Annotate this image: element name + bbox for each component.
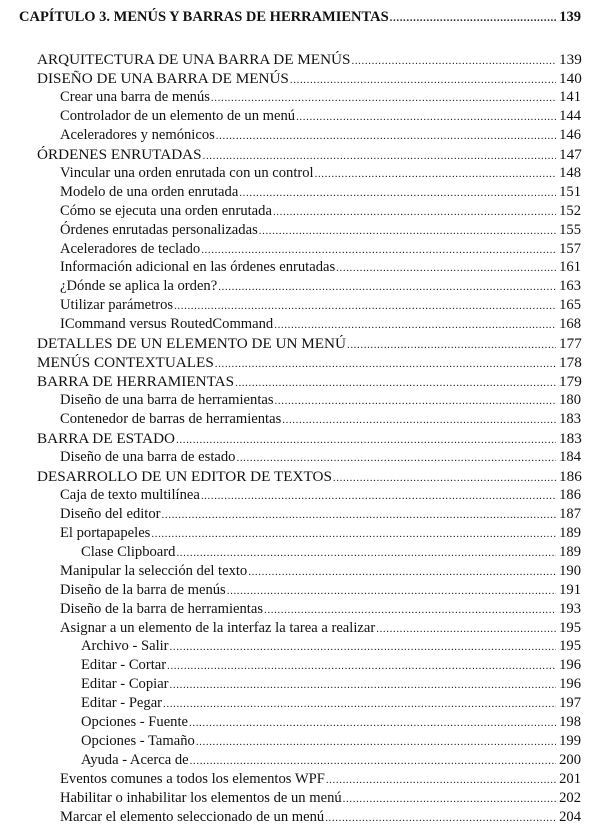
toc-entry-page-number: 184 xyxy=(559,448,581,465)
toc-entry-page-number: 168 xyxy=(559,316,581,333)
toc-entry xyxy=(60,563,581,582)
dot-leader xyxy=(216,130,556,142)
toc-entry-page-number: 148 xyxy=(559,164,581,181)
toc-entry-page-number: 140 xyxy=(559,70,582,87)
toc-entry-title: Diseño del editor xyxy=(60,505,161,522)
toc-entry xyxy=(60,525,581,544)
toc-entry xyxy=(60,601,581,620)
dot-leader xyxy=(236,452,556,464)
toc-entry-page-number: 161 xyxy=(559,259,581,276)
dot-leader xyxy=(170,641,556,653)
dot-leader xyxy=(239,187,556,199)
toc-entry xyxy=(60,582,581,601)
toc-entry xyxy=(81,544,581,563)
dot-leader xyxy=(201,490,556,502)
toc-entry-page-number: 204 xyxy=(559,809,581,825)
toc-entry-title: Aceleradores y nemónicos xyxy=(60,126,215,143)
chapter-title: CAPÍTULO 3. MENÚS Y BARRAS DE HERRAMIENTAS xyxy=(19,9,389,25)
toc-entry-page-number: 200 xyxy=(559,752,581,769)
dot-leader xyxy=(248,566,556,578)
toc-entry-page-number: 189 xyxy=(559,524,581,541)
toc-entry xyxy=(81,714,581,733)
dot-leader xyxy=(274,319,556,331)
toc-entry xyxy=(37,51,581,70)
toc-entry xyxy=(81,676,581,695)
toc-entry-title: MENÚS CONTEXTUALES xyxy=(37,354,214,372)
toc-entry-title: ARQUITECTURA DE UNA BARRA DE MENÚS xyxy=(37,51,351,68)
toc-entry xyxy=(60,449,581,468)
dot-leader xyxy=(326,774,556,786)
dot-leader xyxy=(163,698,556,710)
toc-entry-title: Archivo - Salir xyxy=(81,638,169,655)
dot-leader xyxy=(296,111,556,123)
toc-entry xyxy=(37,430,581,449)
toc-entry-page-number: 155 xyxy=(559,221,581,238)
toc-entry-page-number: 183 xyxy=(559,430,582,447)
toc-entry-page-number: 157 xyxy=(559,240,581,257)
toc-entry-title: Editar - Copiar xyxy=(81,676,169,693)
toc-entry xyxy=(37,373,581,392)
toc-entry-page-number: 183 xyxy=(559,411,581,428)
dot-leader xyxy=(336,262,556,274)
toc-entry-page-number: 141 xyxy=(559,88,581,105)
toc-entry-page-number: 187 xyxy=(559,505,581,522)
toc-entry-page-number: 196 xyxy=(559,676,581,693)
toc-entry xyxy=(60,127,581,146)
dot-leader xyxy=(174,300,556,312)
toc-entry-title: DESARROLLO DE UN EDITOR DE TEXTOS xyxy=(37,467,332,485)
toc-entry-title: Controlador de un elemento de un menú xyxy=(60,107,296,124)
dot-leader xyxy=(315,168,556,180)
dot-leader xyxy=(282,414,556,426)
dot-leader xyxy=(218,281,556,293)
toc-entry xyxy=(60,89,581,108)
toc-entry xyxy=(60,771,581,790)
dot-leader xyxy=(190,755,556,767)
toc-entry-page-number: 193 xyxy=(559,600,581,617)
toc-entry-title: Diseño de la barra de menús xyxy=(60,581,226,598)
toc-entry-title: Eventos comunes a todos los elementos WPF xyxy=(60,771,325,788)
toc-entry-page-number: 147 xyxy=(559,145,582,163)
toc-entry-page-number: 191 xyxy=(559,581,581,598)
toc-entry-page-number: 186 xyxy=(559,467,582,485)
dot-leader xyxy=(227,585,556,597)
toc-entry-title: Órdenes enrutadas personalizadas xyxy=(60,221,258,238)
toc-entry-page-number: 152 xyxy=(559,202,581,219)
toc-entry-page-number: 180 xyxy=(559,392,581,409)
toc-entry-title: Utilizar parámetros xyxy=(60,297,174,314)
toc-entry-page-number: 163 xyxy=(559,278,581,295)
toc-entry xyxy=(60,184,581,203)
dot-leader xyxy=(343,793,556,805)
toc-entry-page-number: 144 xyxy=(559,107,581,124)
toc-entry-title: Modelo de una orden enrutada xyxy=(60,183,239,200)
toc-entry-page-number: 195 xyxy=(559,638,581,655)
toc-entry-title: El portapapeles xyxy=(60,524,151,541)
toc-entry-page-number: 198 xyxy=(559,714,581,731)
toc-entry xyxy=(81,638,581,657)
toc-entry-title: Cómo se ejecuta una orden enrutada xyxy=(60,202,272,219)
toc-entry-page-number: 195 xyxy=(559,619,581,636)
toc-entry-page-number: 179 xyxy=(559,373,582,391)
dot-leader xyxy=(333,472,556,484)
toc-entry-title: DISEÑO DE UNA BARRA DE MENÚS xyxy=(37,70,289,87)
toc-entry xyxy=(81,752,581,771)
toc-entry-page-number: 197 xyxy=(559,695,581,712)
toc-entry xyxy=(37,335,581,354)
toc-entry-page-number: 151 xyxy=(559,183,581,200)
toc-entry-title: Ayuda - Acerca de xyxy=(81,752,189,769)
toc-entry xyxy=(60,297,581,316)
dot-leader xyxy=(347,339,556,351)
toc-entry xyxy=(60,790,581,809)
toc-entry-page-number: 196 xyxy=(559,657,581,674)
toc-entry-title: BARRA DE ESTADO xyxy=(37,430,176,447)
dot-leader xyxy=(176,434,556,446)
toc-entry-title: Caja de texto multilínea xyxy=(60,486,200,503)
dot-leader xyxy=(264,604,556,616)
dot-leader xyxy=(189,717,556,729)
toc-entry-title: Asignar a un elemento de la interfaz la tarea a realizar xyxy=(60,619,376,636)
toc-entry xyxy=(60,316,581,335)
dot-leader xyxy=(235,377,556,389)
toc-entry-title: Editar - Cortar xyxy=(81,657,167,674)
toc-entry xyxy=(60,487,581,506)
toc-entry-page-number: 201 xyxy=(559,771,581,788)
toc-entry-title: Diseño de una barra de herramientas xyxy=(60,392,274,409)
toc-entry xyxy=(60,809,581,828)
toc-entry xyxy=(60,278,581,297)
toc-entry-page-number: 165 xyxy=(559,297,581,314)
toc-entry xyxy=(81,733,581,752)
toc-entry-page-number: 139 xyxy=(559,51,582,68)
toc-entry-page-number: 146 xyxy=(559,126,581,143)
toc-entry xyxy=(60,108,581,127)
toc-entry-title: Vincular una orden enrutada con un control xyxy=(60,164,314,181)
dot-leader xyxy=(203,150,556,162)
toc-entry-title: Diseño de la barra de herramientas xyxy=(60,600,264,617)
toc-entry-title: Opciones - Fuente xyxy=(81,714,188,731)
toc-entry-page-number: 189 xyxy=(559,543,581,560)
toc-entry-title: ¿Dónde se aplica la orden? xyxy=(60,278,218,295)
toc-entry-title: Información adicional en las órdenes enrutadas xyxy=(60,259,336,276)
toc-entry xyxy=(81,657,581,676)
toc-entry-page-number: 177 xyxy=(559,335,582,353)
toc-entry xyxy=(60,506,581,525)
dot-leader xyxy=(151,528,556,540)
toc-entry xyxy=(60,620,581,639)
toc-entry-title: Opciones - Tamaño xyxy=(81,733,195,750)
toc-entry xyxy=(37,354,581,373)
chapter-page-number: 139 xyxy=(559,9,581,25)
toc-entry-title: ÓRDENES ENRUTADAS xyxy=(37,145,202,163)
toc-entry-title: Aceleradores de teclado xyxy=(60,240,201,257)
toc-entry xyxy=(81,695,581,714)
toc-entry-page-number: 178 xyxy=(559,354,582,372)
toc-entry xyxy=(60,392,581,411)
toc-entry xyxy=(60,241,581,260)
toc-entry-title: Editar - Pegar xyxy=(81,695,163,712)
toc-entry-title: Crear una barra de menús xyxy=(60,88,210,105)
toc-entry-title: Marcar el elemento seleccionado de un menú xyxy=(60,809,325,825)
toc-entry xyxy=(60,222,581,241)
toc-entry xyxy=(60,259,581,278)
dot-leader xyxy=(196,736,556,748)
toc-entry-title: Contenedor de barras de herramientas xyxy=(60,411,282,428)
toc-entry-page-number: 190 xyxy=(559,562,581,579)
toc-entry-title: BARRA DE HERRAMIENTAS xyxy=(37,373,235,391)
dot-leader xyxy=(211,92,556,104)
dot-leader xyxy=(162,509,556,521)
dot-leader xyxy=(390,12,556,24)
chapter-heading xyxy=(19,9,581,31)
toc-entry xyxy=(60,411,581,430)
toc-entry-title: ICommand versus RoutedCommand xyxy=(60,316,274,333)
dot-leader xyxy=(201,244,556,256)
toc-entry-page-number: 186 xyxy=(559,486,581,503)
dot-leader xyxy=(170,679,556,691)
toc-entry-page-number: 199 xyxy=(559,733,581,750)
dot-leader xyxy=(273,206,556,218)
toc-entry xyxy=(37,70,581,89)
dot-leader xyxy=(325,812,556,824)
dot-leader xyxy=(259,225,556,237)
toc-entry-title: Habilitar o inhabilitar los elementos de un menú xyxy=(60,790,342,806)
toc-entry-title: Manipular la selección del texto xyxy=(60,562,248,579)
toc-entry-title: Diseño de una barra de estado xyxy=(60,448,236,465)
dot-leader xyxy=(290,74,556,86)
dot-leader xyxy=(176,547,556,559)
toc-entry-title: Clase Clipboard xyxy=(81,543,176,560)
dot-leader xyxy=(376,623,556,635)
toc-entry xyxy=(37,468,581,487)
dot-leader xyxy=(215,358,556,370)
toc-entry-title: DETALLES DE UN ELEMENTO DE UN MENÚ xyxy=(37,335,346,353)
dot-leader xyxy=(351,55,556,67)
toc-entry-page-number: 202 xyxy=(559,790,581,806)
dot-leader xyxy=(167,660,556,672)
toc-entry xyxy=(37,146,581,165)
toc-entry xyxy=(60,203,581,222)
dot-leader xyxy=(275,395,556,407)
toc-entry xyxy=(60,165,581,184)
